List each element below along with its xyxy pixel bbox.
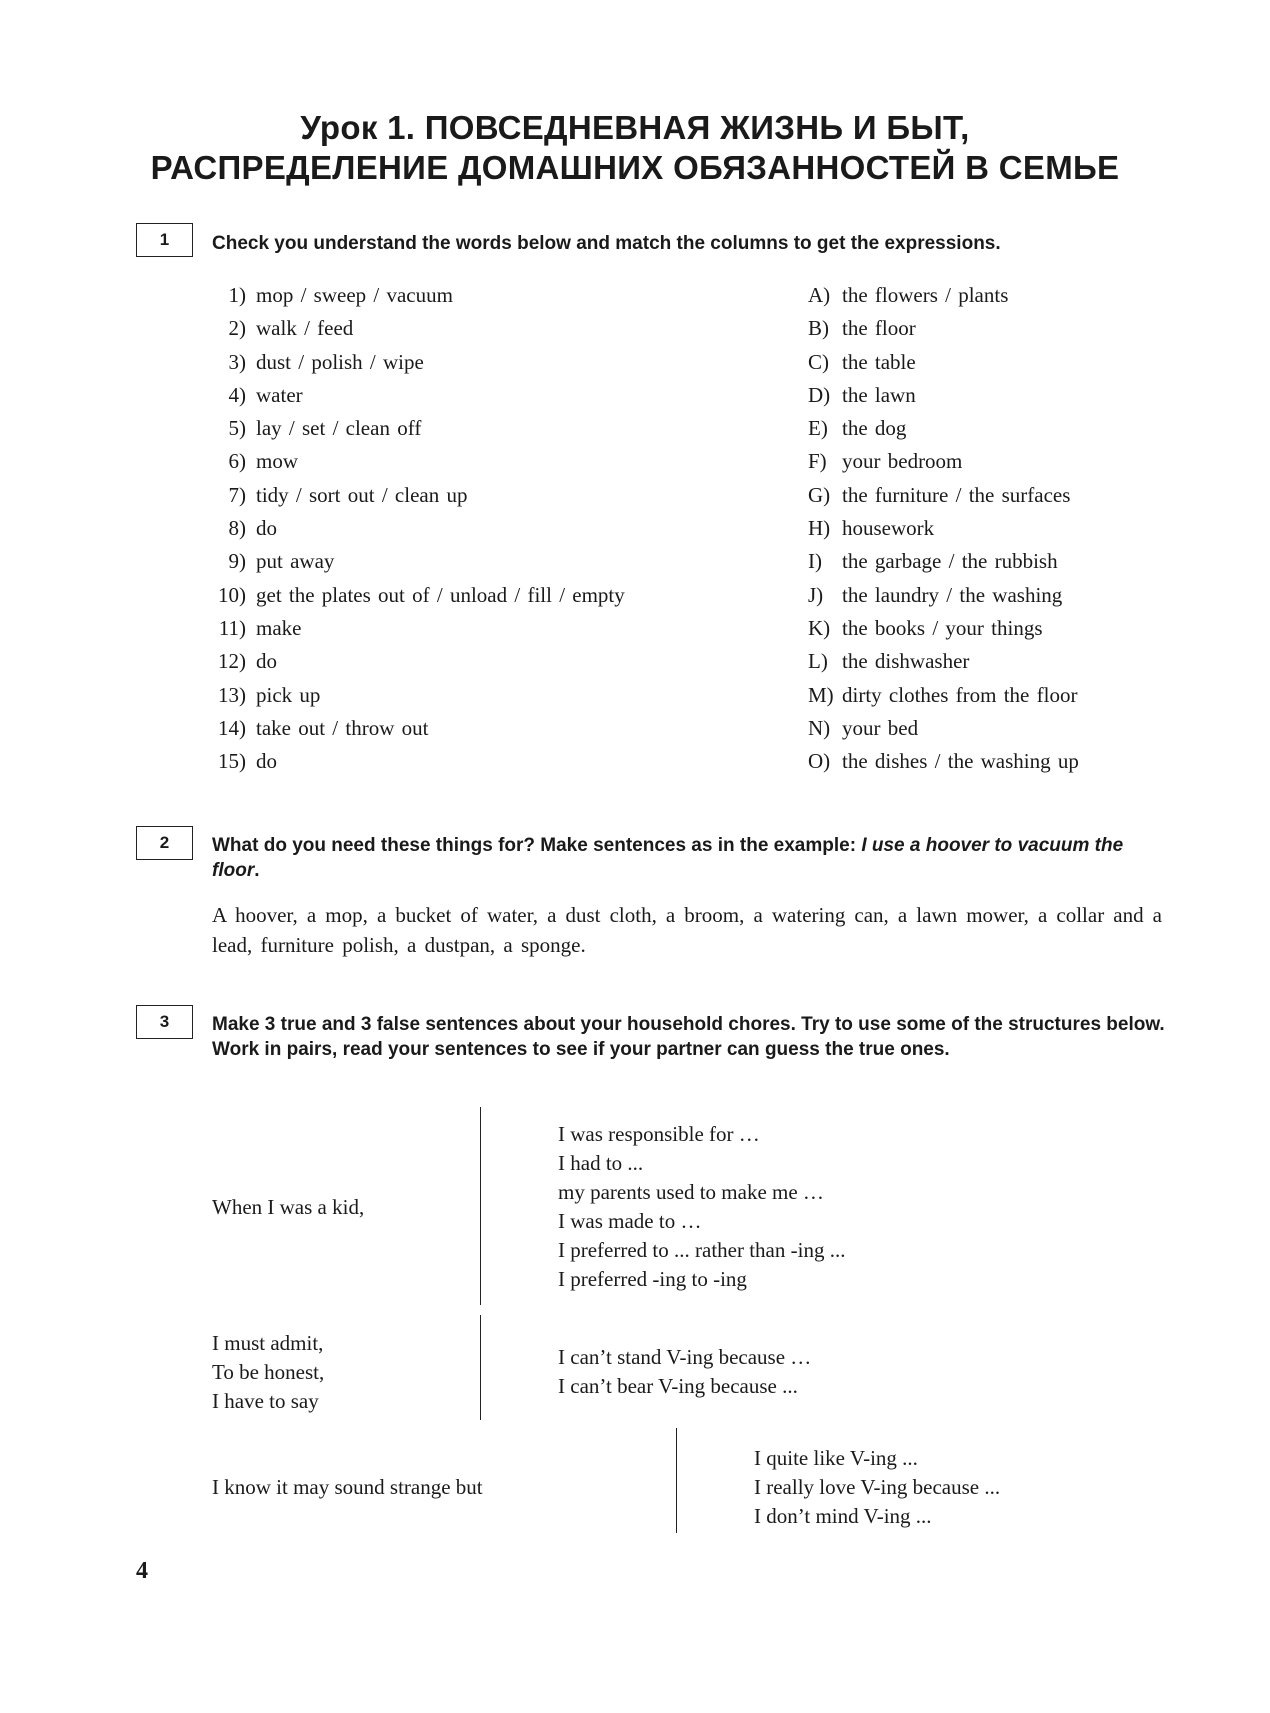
match-item: [808, 279, 1079, 312]
match-item-text: your bed: [842, 715, 919, 740]
match-item-text: the dog: [842, 416, 907, 441]
match-item-text: put away: [256, 549, 335, 574]
block-3-right: [754, 1444, 1000, 1531]
block-1-right-line: I preferred to ... rather than -ing ...: [558, 1238, 846, 1262]
match-item-text: mop / sweep / vacuum: [256, 283, 453, 307]
block-1-right: [558, 1120, 845, 1294]
block-3-right-line: I don’t mind V-ing ...: [754, 1504, 932, 1528]
block-2-right-line: I can’t stand V-ing because …: [558, 1345, 812, 1369]
match-item-label: 9): [228, 549, 246, 574]
match-item-label: F): [808, 449, 827, 474]
match-item-label: K): [808, 615, 831, 640]
match-item-text: dirty clothes from the floor: [842, 682, 1078, 707]
match-item-label: A): [808, 283, 831, 307]
match-item-text: get the plates out of / unload / fill / empty: [256, 582, 625, 607]
match-item: [212, 346, 625, 379]
match-item-label: 8): [228, 516, 246, 541]
exercise-1-instruction: Check you understand the words below and match the columns to get the expressions.: [212, 233, 1001, 254]
block-1-right-line: my parents used to make me …: [558, 1180, 824, 1204]
match-item-label: N): [808, 715, 831, 740]
title-line-1: Урок 1. ПОВСЕДНЕВНАЯ ЖИЗНЬ И БЫТ,: [300, 109, 970, 146]
match-item: [808, 312, 1079, 345]
match-item-label: 1): [228, 283, 246, 307]
block-1-right-line: I preferred -ing to -ing: [558, 1267, 747, 1291]
block-3-right-line: I quite like V-ing ...: [754, 1446, 918, 1470]
match-item: [212, 712, 625, 745]
match-item-label: 10): [218, 582, 246, 607]
match-item-text: water: [256, 382, 303, 407]
exercise-2-number: 2: [136, 826, 193, 860]
match-item-label: M): [808, 682, 834, 707]
match-item-text: walk / feed: [256, 316, 354, 341]
match-item: [212, 612, 625, 645]
match-item: [212, 312, 625, 345]
match-item: [808, 445, 1079, 478]
match-item-label: 13): [218, 682, 246, 707]
match-item: [808, 346, 1079, 379]
block-1-right-line: I was responsible for …: [558, 1122, 760, 1146]
match-item-label: H): [808, 516, 831, 541]
match-item-text: do: [256, 516, 277, 541]
match-item-label: 3): [228, 349, 246, 374]
exercise-1-left-column: [212, 279, 625, 778]
match-item: [808, 645, 1079, 678]
exercise-3-number: 3: [136, 1005, 193, 1039]
match-item: [212, 512, 625, 545]
match-item-text: the books / your things: [842, 615, 1043, 640]
match-item-label: B): [808, 316, 829, 341]
match-item-label: C): [808, 349, 829, 374]
block-2-left-line: To be honest,: [212, 1360, 325, 1384]
match-item: [808, 379, 1079, 412]
match-item: [808, 512, 1079, 545]
match-item-text: the furniture / the surfaces: [842, 482, 1071, 507]
exercise-1-right-column: [808, 279, 1079, 778]
block-2-right: [558, 1343, 811, 1401]
match-item-label: 11): [218, 615, 246, 640]
exercise-2-instruction-example: I use a hoover to vacuum the floor: [212, 835, 1124, 881]
match-item-text: the lawn: [842, 382, 916, 407]
match-item-text: the dishwasher: [842, 649, 970, 674]
match-item-text: pick up: [256, 682, 321, 707]
match-item: [212, 412, 625, 445]
match-item-text: your bedroom: [842, 449, 963, 474]
match-item-label: 2): [228, 316, 246, 341]
match-item-text: the flowers / plants: [842, 283, 1009, 307]
block-1-right-line: I was made to …: [558, 1209, 702, 1233]
match-item: [808, 479, 1079, 512]
match-item: [212, 579, 625, 612]
match-item-label: J): [808, 582, 824, 607]
exercise-2-instruction-text: What do you need these things for? Make sentences as in the example:: [212, 835, 862, 856]
match-item-text: mow: [256, 449, 298, 474]
exercise-2-instruction-end: .: [254, 860, 260, 881]
match-item: [808, 745, 1079, 778]
match-item: [808, 679, 1079, 712]
exercise-1-number: 1: [136, 223, 193, 257]
match-item: [808, 712, 1079, 745]
match-item-label: 14): [218, 715, 246, 740]
match-item-label: G): [808, 482, 831, 507]
match-item-label: 5): [228, 416, 246, 441]
block-1-left: [212, 1193, 364, 1222]
block-2-left-line: I must admit,: [212, 1331, 324, 1355]
match-item-text: lay / set / clean off: [256, 416, 422, 441]
match-item-text: the garbage / the rubbish: [842, 549, 1058, 574]
match-item-text: housework: [842, 516, 935, 541]
match-item-label: I): [808, 549, 822, 574]
match-item: [808, 545, 1079, 578]
exercise-2-instruction: [212, 833, 1172, 883]
match-item: [212, 279, 625, 312]
block-3-left-line: I know it may sound strange but: [212, 1475, 483, 1499]
match-item-text: make: [256, 615, 302, 640]
block-3-right-line: I really love V-ing because ...: [754, 1475, 1001, 1499]
block-3-left: [212, 1473, 483, 1502]
block-2-left-line: I have to say: [212, 1389, 319, 1413]
match-item-label: 6): [228, 449, 246, 474]
block-2-divider: [480, 1315, 481, 1420]
exercise-3-instruction: Make 3 true and 3 false sentences about your household chores. Try to use some of the structures below. Work in pairs, read your sentences to see if your partner can guess the true ones.: [212, 1014, 1165, 1060]
match-item-label: 12): [218, 649, 246, 674]
match-item: [212, 445, 625, 478]
match-item: [212, 479, 625, 512]
match-item-label: 7): [228, 482, 246, 507]
lesson-title: [0, 108, 1270, 188]
match-item-text: the table: [842, 349, 916, 374]
match-item-label: L): [808, 649, 828, 674]
match-item: [212, 745, 625, 778]
match-item-label: O): [808, 749, 831, 774]
match-item-text: do: [256, 749, 277, 774]
match-item-text: the floor: [842, 316, 916, 341]
block-3-divider: [676, 1428, 677, 1533]
block-1-right-line: I had to ...: [558, 1151, 644, 1175]
match-item: [808, 579, 1079, 612]
match-item-text: tidy / sort out / clean up: [256, 482, 468, 507]
block-2-right-line: I can’t bear V-ing because ...: [558, 1374, 798, 1398]
exercise-2-items: A hoover, a mop, a bucket of water, a dust cloth, a broom, a watering can, a lawn mower, a collar and a lead, furniture polish, a dustpan, a sponge.: [212, 903, 1162, 957]
page-number: 4: [136, 1558, 148, 1584]
match-item-text: dust / polish / wipe: [256, 349, 424, 374]
match-item: [212, 379, 625, 412]
block-1-left-line: When I was a kid,: [212, 1195, 365, 1219]
match-item-text: do: [256, 649, 277, 674]
block-2-left: [212, 1329, 324, 1416]
match-item-text: take out / throw out: [256, 715, 429, 740]
match-item-label: 15): [218, 749, 246, 774]
match-item: [212, 679, 625, 712]
match-item: [808, 412, 1079, 445]
match-item-text: the dishes / the washing up: [842, 749, 1079, 774]
match-item-label: D): [808, 382, 831, 407]
match-item-label: E): [808, 416, 828, 441]
match-item: [212, 645, 625, 678]
title-line-2: РАСПРЕДЕЛЕНИЕ ДОМАШНИХ ОБЯЗАННОСТЕЙ В СЕМЬЕ: [150, 149, 1120, 186]
match-item-label: 4): [228, 382, 246, 407]
match-item: [808, 612, 1079, 645]
block-1-divider: [480, 1107, 481, 1305]
match-item-text: the laundry / the washing: [842, 582, 1063, 607]
match-item: [212, 545, 625, 578]
